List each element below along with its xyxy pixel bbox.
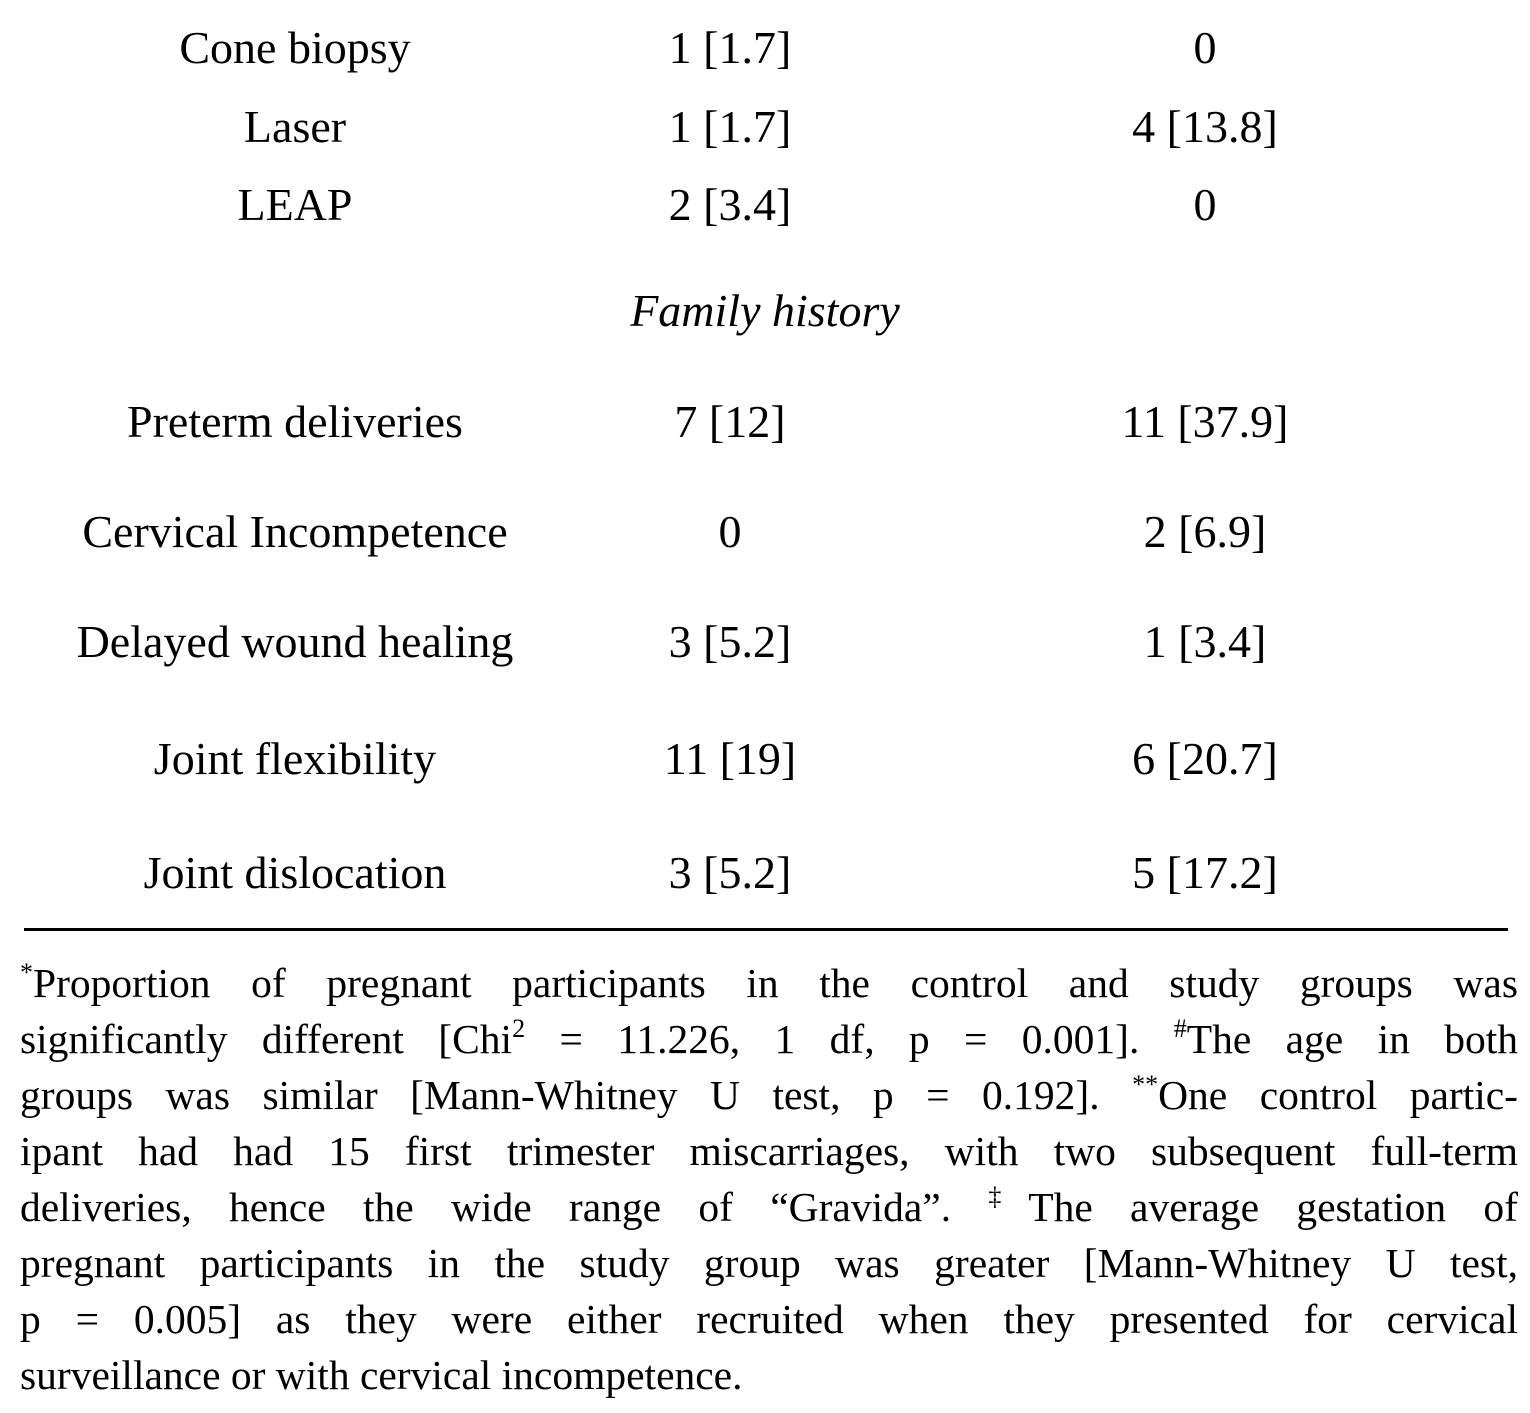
study-value: 5 [17.2] [1132, 847, 1278, 898]
table-row [0, 97, 1530, 157]
footnote-mark-hash: # [1173, 1014, 1187, 1043]
table-row [0, 502, 1530, 562]
table-row [0, 18, 1530, 78]
table-bottom-rule [24, 928, 1508, 931]
row-label: Joint dislocation [143, 847, 447, 898]
superscript-2: 2 [512, 1014, 526, 1043]
footnote-mark-asterisk: * [20, 958, 33, 987]
table-row [0, 729, 1530, 789]
study-value: 0 [1193, 179, 1217, 230]
control-value: 11 [19] [663, 733, 797, 784]
control-value: 1 [1.7] [668, 101, 792, 152]
row-label: Joint flexibility [153, 733, 437, 784]
table-footnote [20, 955, 1518, 1403]
control-value: 3 [5.2] [668, 847, 792, 898]
footnote-line: p = 0.005] as they were either recruited when they presented for cervical [20, 1296, 1518, 1342]
table-row [0, 612, 1530, 672]
section-heading-family-history: Family history [630, 285, 900, 336]
footnote-line: groups was similar [Mann-Whitney U test, p = 0.192]. **One control partic- [20, 1070, 1518, 1118]
table-row [0, 392, 1530, 452]
row-label: Preterm deliveries [127, 396, 463, 447]
study-value: 6 [20.7] [1132, 733, 1278, 784]
footnote-line: pregnant participants in the study group was greater [Mann-Whitney U test, [20, 1240, 1518, 1286]
table-row [0, 175, 1530, 235]
control-value: 1 [1.7] [668, 22, 792, 73]
footnote-line: significantly different [Chi$^2$ = 11.226, 1 df, p = 0.001]. #The age in both [20, 1014, 1518, 1062]
row-label: LEAP [237, 179, 353, 230]
study-value: 11 [37.9] [1121, 396, 1289, 447]
footnote-line: ipant had had 15 first trimester miscarriages, with two subsequent full-term [20, 1128, 1518, 1174]
footnote-line: deliveries, hence the wide range of “Gravida”. ‡The average gestation of [20, 1182, 1519, 1230]
footnote-mark-double-asterisk: ** [1132, 1070, 1159, 1099]
control-value: 0 [718, 506, 742, 557]
row-label: Cervical Incompetence [82, 506, 508, 557]
footnote-line: *Proportion of pregnant participants in the control and study groups was [20, 958, 1518, 1006]
control-value: 3 [5.2] [668, 616, 792, 667]
study-value: 4 [13.8] [1132, 101, 1278, 152]
footnote-line: surveillance or with cervical incompetence. [20, 1352, 743, 1398]
footnote-mark-double-dagger: ‡ [988, 1182, 1029, 1211]
row-label: Delayed wound healing [76, 616, 514, 667]
control-value: 2 [3.4] [668, 179, 792, 230]
row-label: Laser [243, 101, 347, 152]
study-value: 0 [1193, 22, 1217, 73]
study-value: 1 [3.4] [1143, 616, 1267, 667]
control-value: 7 [12] [674, 396, 786, 447]
table-row [0, 843, 1530, 903]
study-value: 2 [6.9] [1143, 506, 1267, 557]
row-label: Cone biopsy [179, 22, 411, 73]
